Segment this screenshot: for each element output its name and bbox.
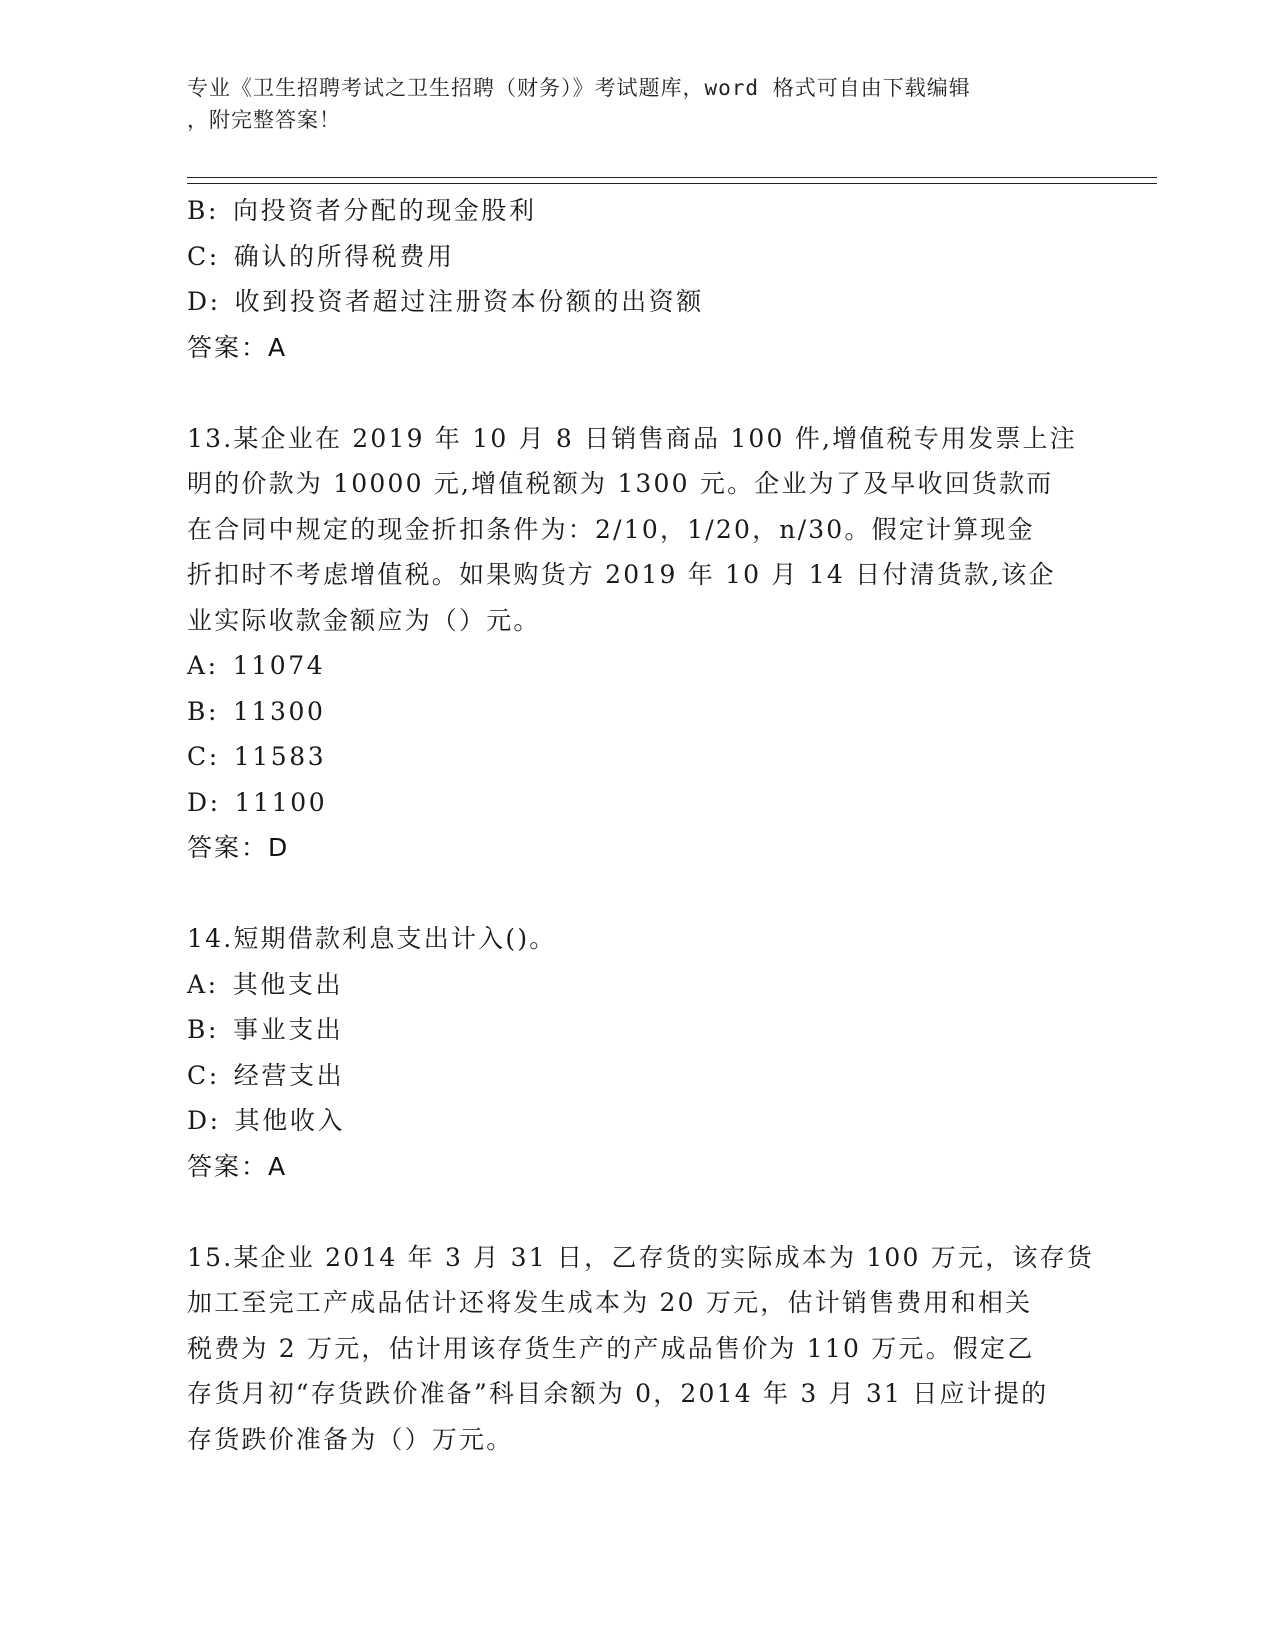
question-15: [187, 1235, 1094, 1463]
option-c: [187, 1053, 1087, 1099]
option-label: D:: [187, 287, 221, 316]
option-d: [187, 780, 1087, 826]
stem-line: 在合同中规定的现金折扣条件为：2/10，1/20，n/30。假定计算现金: [187, 514, 1035, 544]
option-d: [187, 279, 1087, 325]
option-text: 11074: [232, 651, 326, 680]
option-text: 确认的所得税费用: [233, 241, 455, 271]
spacer: [187, 1189, 1087, 1235]
stem-line: 加工至完工产成品估计还将发生成本为 20 万元，估计销售费用和相关: [187, 1288, 1033, 1317]
stem-line: 业实际收款金额应为（）元。: [187, 605, 541, 635]
option-label: B:: [187, 196, 219, 225]
answer-line: 答案：A: [187, 332, 288, 362]
question-stem: [187, 916, 1087, 962]
option-c: [187, 734, 1087, 780]
option-label: C:: [187, 1060, 220, 1090]
stem-line: 折扣时不考虑增值税。如果购货方 2019 年 10 月 14 日付清货款,该企: [187, 560, 1056, 589]
header-line-2: ，附完整答案！: [187, 108, 341, 132]
option-b: [187, 188, 1087, 234]
stem-line: 15.某企业 2014 年 3 月 31 日，乙存货的实际成本为 100 万元，该存货: [187, 1242, 1094, 1272]
option-text: 向投资者分配的现金股利: [233, 196, 537, 225]
stem-line: 13.某企业在 2019 年 10 月 8 日销售商品 100 件,增值税专用发票上注: [187, 423, 1077, 453]
option-label: B:: [187, 696, 219, 726]
option-label: D:: [187, 1106, 221, 1135]
stem-line: 存货月初“存货跌价准备”科目余额为 0，2014 年 3 月 31 日应计提的: [187, 1379, 1049, 1408]
question-stem: [187, 416, 1087, 644]
spacer: [187, 871, 1087, 917]
option-text: 事业支出: [233, 1015, 344, 1044]
option-text: 11300: [233, 696, 326, 726]
option-c: [187, 234, 1087, 280]
option-label: C:: [187, 241, 220, 271]
stem-line: 14.短期借款利息支出计入()。: [187, 924, 557, 953]
option-b: [187, 1007, 1087, 1053]
question-13: [187, 416, 1087, 871]
option-b: [187, 689, 1087, 735]
document-body: [187, 188, 1094, 1462]
option-text: 收到投资者超过注册资本份额的出资额: [234, 287, 704, 316]
option-label: D:: [187, 787, 221, 817]
option-a: [187, 962, 1087, 1008]
stem-line: 存货跌价准备为（）万元。: [187, 1424, 514, 1454]
option-label: B:: [187, 1015, 219, 1044]
spacer: [187, 370, 1087, 416]
option-text: 11100: [234, 787, 328, 817]
option-label: A:: [187, 651, 219, 680]
stem-line: 明的价款为 10000 元,增值税额为 1300 元。企业为了及早收回货款而: [187, 469, 1054, 498]
prev-question: [187, 188, 1087, 370]
answer-line: 答案：A: [187, 1151, 288, 1181]
stem-line: 税费为 2 万元，估计用该存货生产的产成品售价为 110 万元。假定乙: [187, 1333, 1035, 1363]
document-header: [187, 72, 1067, 136]
header-rule-bottom: [187, 183, 1157, 184]
option-text: 经营支出: [233, 1060, 345, 1090]
option-a: [187, 643, 1087, 689]
option-label: A:: [187, 969, 219, 999]
question-stem: [187, 1235, 1094, 1463]
option-text: 11583: [233, 742, 327, 771]
answer-line: 答案：D: [187, 833, 290, 862]
question-14: [187, 916, 1087, 1189]
option-label: C:: [187, 742, 220, 771]
option-d: [187, 1098, 1087, 1144]
option-text: 其他收入: [234, 1106, 346, 1135]
header-rule-top: [187, 177, 1157, 178]
option-text: 其他支出: [232, 969, 344, 999]
header-line-1: 专业《卫生招聘考试之卫生招聘（财务）》考试题库，word 格式可自由下载编辑: [187, 76, 971, 100]
